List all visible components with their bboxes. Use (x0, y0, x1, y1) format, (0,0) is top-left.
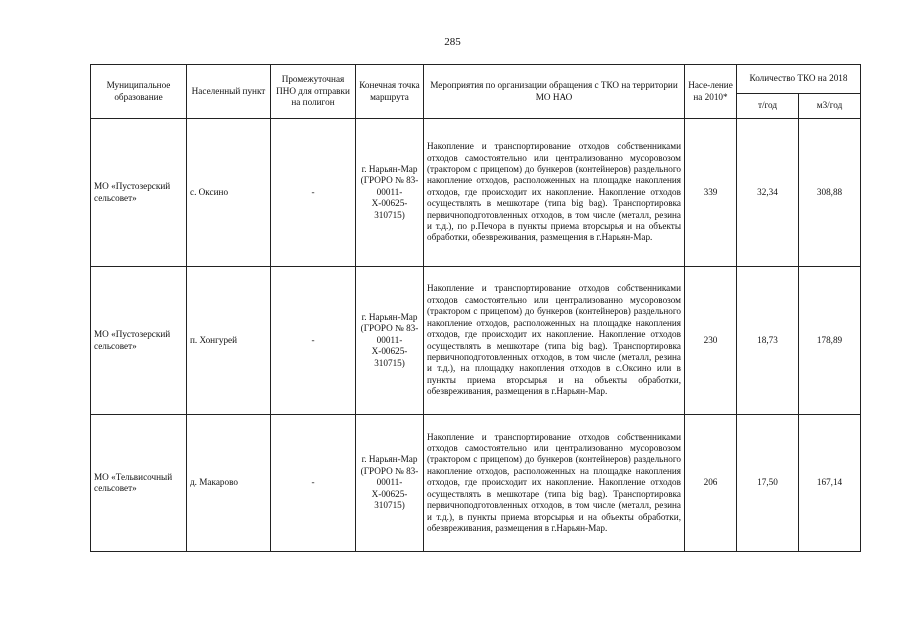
cell-population: 206 (685, 415, 737, 552)
header-mo: Муниципальное образование (91, 65, 187, 119)
cell-tons: 32,34 (737, 119, 799, 267)
cell-settlement: с. Оксино (187, 119, 271, 267)
header-settlement: Населенный пункт (187, 65, 271, 119)
cell-m3: 167,14 (799, 415, 861, 552)
cell-m3: 308,88 (799, 119, 861, 267)
cell-population: 339 (685, 119, 737, 267)
cell-pno: - (271, 415, 356, 552)
cell-pno: - (271, 119, 356, 267)
header-pno: Промежуточная ПНО для отправки на полигон (271, 65, 356, 119)
cell-measures: Накопление и транспортирование отходов собственниками отходов самостоятельно или централизованно мусоровозом (трактором с прицепом) до бункеров (контейнеров) раздельного накопление отходов, расположенных на площадке накопления отходов, где происходит их накопление. Накопление отходов осуществлять в мешкотаре (типа big bag). Транспортировка первичноподготовленных отходов, в том числе (металл, резина и т.д.), по р.Печора в пункты приема вторсырья и на объекты обработки, обезвреживания, размещения в г.Нарьян-Мар. (424, 119, 685, 267)
cell-population: 230 (685, 267, 737, 415)
cell-endpoint: г. Нарьян-Мар (ГРОРО № 83-00011-Х-00625-310715) (356, 119, 424, 267)
header-tons: т/год (737, 94, 799, 119)
table-row (91, 267, 861, 415)
table-row (91, 415, 861, 552)
table-row (91, 119, 861, 267)
header-quantity-group: Количество ТКО на 2018 (737, 65, 861, 94)
cell-tons: 17,50 (737, 415, 799, 552)
cell-mo: МО «Пустозерский сельсовет» (91, 119, 187, 267)
cell-endpoint: г. Нарьян-Мар (ГРОРО № 83-00011-Х-00625-310715) (356, 415, 424, 552)
cell-endpoint: г. Нарьян-Мар (ГРОРО № 83-00011-Х-00625-310715) (356, 267, 424, 415)
table-header-row (91, 65, 861, 94)
cell-m3: 178,89 (799, 267, 861, 415)
header-population: Насе-ление на 2010* (685, 65, 737, 119)
cell-mo: МО «Пустозерский сельсовет» (91, 267, 187, 415)
header-endpoint: Конечная точка маршрута (356, 65, 424, 119)
cell-measures: Накопление и транспортирование отходов собственниками отходов самостоятельно или централизованно мусоровозом (трактором с прицепом) до бункеров (контейнеров) раздельного накопление отходов, расположенных на площадке накопления отходов, где происходит их накопление. Накопление отходов осуществлять в мешкотаре (типа big bag). Транспортировка первичноподготовленных отходов, в том числе (металл, резина и т.д.), в пункты приема вторсырья и на объекты обработки, обезвреживания, размещения в г.Нарьян-Мар. (424, 415, 685, 552)
cell-measures: Накопление и транспортирование отходов собственниками отходов самостоятельно или централизованно мусоровозом (трактором с прицепом) до бункеров (контейнеров) раздельного накопление отходов, расположенных на площадке накопления отходов, где происходит их накопление. Накопление отходов осуществлять в мешкотаре (типа big bag). Транспортировка первичноподготовленных отходов, в том числе (металл, резина и т.д.), на площадку накопления отходов в с.Оксино или в пункты приема вторсырья и на объекты обработки, обезвреживания, размещения в г.Нарьян-Мар. (424, 267, 685, 415)
page-number: 285 (444, 36, 461, 48)
cell-settlement: д. Макарово (187, 415, 271, 552)
cell-mo: МО «Тельвисочный сельсовет» (91, 415, 187, 552)
header-measures: Мероприятия по организации обращения с ТКО на территории МО НАО (424, 65, 685, 119)
waste-management-table (90, 64, 861, 552)
cell-pno: - (271, 267, 356, 415)
header-m3: м3/год (799, 94, 861, 119)
cell-tons: 18,73 (737, 267, 799, 415)
cell-settlement: п. Хонгурей (187, 267, 271, 415)
